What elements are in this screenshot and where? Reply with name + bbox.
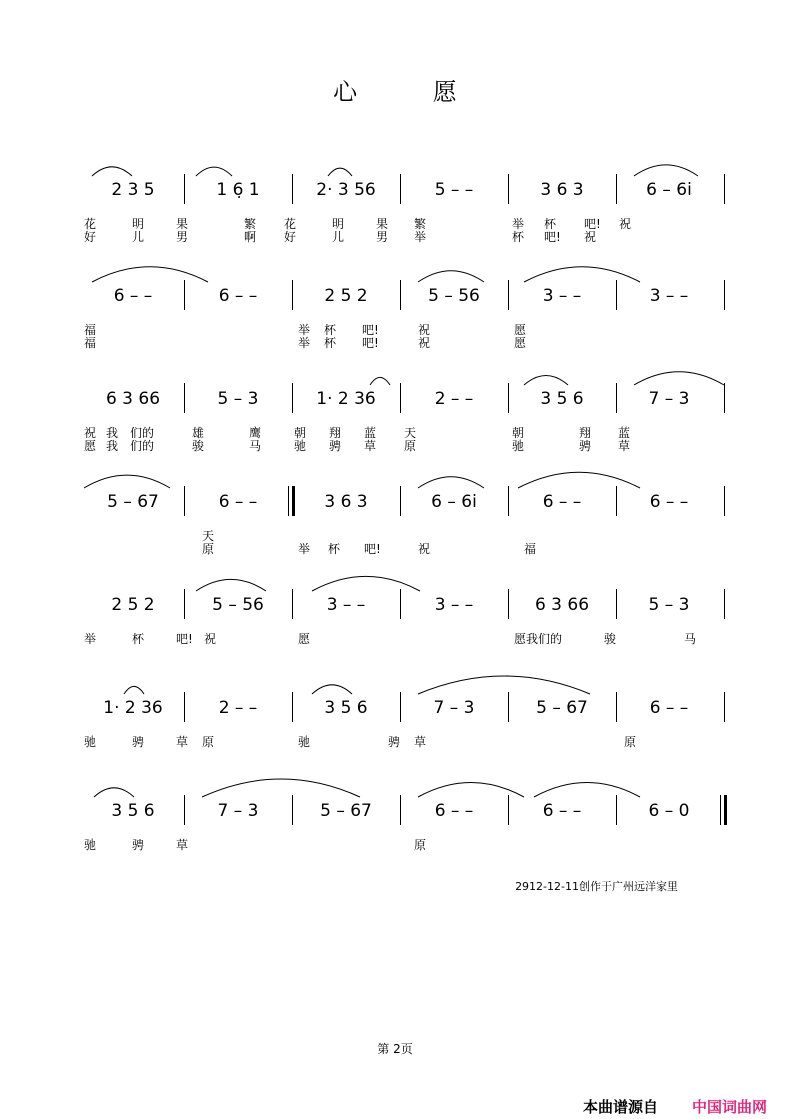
lyric-syllable: 原 [202, 735, 215, 749]
score-line [84, 692, 734, 749]
lyric-syllable: 祝 [84, 426, 97, 440]
measure: 6 – – [218, 492, 258, 512]
measure: 3 – – [542, 286, 582, 306]
lyric-syllable: 吧! [584, 217, 601, 231]
lyric-syllable: 愿 [298, 632, 311, 646]
lyric-syllable: 骋 [132, 735, 145, 749]
measure: 2 – – [434, 389, 474, 409]
measure: 6 – – [434, 801, 474, 821]
slur-arc [524, 375, 568, 385]
lyric-syllable: 愿我们的 [514, 632, 563, 646]
lyric-syllable: 朝 [294, 426, 307, 440]
measure: 3 6 3 [324, 492, 368, 512]
slur-arc [92, 167, 132, 176]
lyric-syllable: 儿 [332, 230, 345, 244]
measure: 5 – 56 [428, 286, 480, 306]
measure: 6 – – [542, 492, 582, 512]
slur-arc [124, 686, 144, 694]
measure: 7 – 3 [433, 698, 475, 718]
slur-arc [370, 377, 390, 385]
lyric-syllable: 翔 [329, 426, 342, 440]
measure: 2· 3 56 [316, 180, 376, 200]
slur-arc [84, 475, 170, 488]
measure: 6 – – [649, 698, 689, 718]
lyric-syllable: 我 [106, 439, 119, 453]
lyric-syllable: 举 [84, 632, 97, 646]
measure: 3 – – [434, 595, 474, 615]
lyric-syllable: 儿 [132, 230, 145, 244]
lyric-syllable: 吧! [362, 323, 379, 337]
measure: 6 – 6i̇ [646, 180, 692, 200]
score-line [84, 383, 734, 453]
lyric-syllable: 祝 [418, 323, 431, 337]
lyric-syllable: 原 [414, 838, 427, 852]
lyric-syllable: 驰 [298, 735, 311, 749]
measure: 7 – 3 [217, 801, 259, 821]
slur-marks [84, 773, 734, 803]
slur-arc [524, 267, 640, 282]
lyric-syllable: 好 [84, 230, 97, 244]
lyric-syllable: 杯 [328, 542, 341, 556]
slur-marks [84, 152, 734, 182]
lyric-syllable: 雄 [192, 426, 205, 440]
lyric-syllable: 举 [298, 323, 311, 337]
lyric-syllable: 福 [524, 542, 537, 556]
measure: 5 – 3 [217, 389, 259, 409]
slur-marks [84, 567, 734, 597]
measure: 2 5 2 [324, 286, 368, 306]
lyric-syllable: 愿 [514, 323, 527, 337]
lyric-syllable: 祝 [418, 336, 431, 350]
measure: 5 – 56 [212, 595, 264, 615]
lyric-syllable: 蓝 [618, 426, 631, 440]
measure: 5 – 67 [320, 801, 372, 821]
lyric-syllable: 草 [176, 838, 189, 852]
lyric-syllable: 朝 [512, 426, 525, 440]
lyric-syllable: 祝 [204, 632, 217, 646]
lyric-syllable: 吧! [176, 632, 193, 646]
lyric-syllable: 繁 [414, 217, 427, 231]
lyric-syllable: 明 [332, 217, 345, 231]
lyric-syllable: 啊 [244, 230, 257, 244]
measure: 7 – 3 [648, 389, 690, 409]
slur-arc [418, 676, 590, 694]
lyric-syllable: 果 [176, 217, 189, 231]
measure: 6 – 6i̇ [431, 492, 477, 512]
lyric-syllable: 福 [84, 336, 97, 350]
lyric-syllable: 杯 [324, 336, 337, 350]
slur-arc [634, 165, 698, 176]
lyric-syllable: 杯 [512, 230, 525, 244]
lyric-syllable: 杯 [324, 323, 337, 337]
lyric-syllable: 鹰 [249, 426, 262, 440]
measure: 2 5 2 [111, 595, 155, 615]
lyric-syllable: 杯 [544, 217, 557, 231]
lyric-syllable: 花 [284, 217, 297, 231]
lyric-syllable: 花 [84, 217, 97, 231]
lyric-syllable: 吧! [544, 230, 561, 244]
lyric-syllable: 祝 [619, 217, 632, 231]
song-title: 心 愿 [333, 78, 491, 106]
lyric-syllable: 骋 [329, 439, 342, 453]
lyric-syllable: 们的 [130, 426, 155, 440]
source-label: 本曲谱源自 [583, 1098, 659, 1116]
lyric-syllable: 好 [284, 230, 297, 244]
lyric-syllable: 举 [512, 217, 525, 231]
lyric-syllable: 愿 [514, 336, 527, 350]
lyric-syllable: 驰 [84, 838, 97, 852]
slur-arc [94, 788, 134, 797]
score-line [84, 795, 734, 852]
measure: 1· 2 36 [103, 698, 163, 718]
score-line [84, 486, 734, 556]
lyric-syllable: 男 [176, 230, 189, 244]
measure: 6 – – [218, 286, 258, 306]
lyric-syllable: 举 [298, 336, 311, 350]
slur-marks [84, 670, 734, 700]
measure: 2 3 5 [111, 180, 155, 200]
lyric-syllable: 我 [106, 426, 119, 440]
lyric-syllable: 明 [132, 217, 145, 231]
lyric-syllable: 翔 [579, 426, 592, 440]
lyric-syllable: 举 [298, 542, 311, 556]
slur-marks [84, 464, 734, 494]
lyric-syllable: 骏 [192, 439, 205, 453]
lyric-syllable: 草 [414, 735, 427, 749]
lyric-syllable: 男 [376, 230, 389, 244]
slur-arc [328, 168, 352, 176]
lyric-syllable: 吧! [364, 542, 381, 556]
lyric-syllable: 举 [414, 230, 427, 244]
lyric-syllable: 草 [618, 439, 631, 453]
score-line [84, 589, 734, 646]
score-line [84, 174, 734, 244]
measure: 3 5 6 [111, 801, 155, 821]
measure: 3 – – [326, 595, 366, 615]
lyric-syllable: 福 [84, 323, 97, 337]
lyric-syllable: 天 [404, 426, 417, 440]
lyric-syllable: 骏 [604, 632, 617, 646]
measure: 6 3 66 [534, 595, 590, 615]
lyric-syllable: 吧! [362, 336, 379, 350]
source-site: 中国词曲网 [692, 1098, 768, 1116]
measure: 5 – 67 [107, 492, 159, 512]
measure: 3 5 6 [540, 389, 584, 409]
composition-note: 2912-12-11创作于广州远洋家里 [515, 880, 678, 893]
measure: 3 – – [649, 286, 689, 306]
lyric-syllable: 祝 [584, 230, 597, 244]
lyric-syllable: 天 [202, 529, 215, 543]
measure: 5 – – [434, 180, 474, 200]
lyric-syllable: 果 [376, 217, 389, 231]
slur-arc [418, 477, 484, 488]
slur-arc [518, 472, 640, 488]
score-line [84, 280, 734, 350]
lyric-syllable: 驰 [84, 735, 97, 749]
slur-arc [202, 779, 360, 797]
lyric-syllable: 原 [202, 542, 215, 556]
lyric-syllable: 马 [249, 439, 262, 453]
lyric-syllable: 杯 [132, 632, 145, 646]
lyric-syllable: 骋 [579, 439, 592, 453]
lyric-syllable: 祝 [418, 542, 431, 556]
lyric-syllable: 马 [684, 632, 697, 646]
slur-arc [312, 685, 352, 694]
page-number: 第 2页 [377, 1042, 413, 1056]
slur-arc [418, 271, 484, 282]
measure: 3 6 3 [540, 180, 584, 200]
measure: 1 6̣ 1 [216, 180, 260, 200]
measure: 5 – 3 [648, 595, 690, 615]
slur-arc [534, 783, 640, 797]
slur-arc [196, 579, 266, 591]
slur-arc [92, 267, 208, 282]
lyric-syllable: 原 [624, 735, 637, 749]
lyric-syllable: 骋 [132, 838, 145, 852]
measure: 6 – 0 [648, 801, 690, 821]
lyric-syllable: 驰 [294, 439, 307, 453]
measure: 6 – – [113, 286, 153, 306]
slur-arc [634, 372, 724, 385]
measure: 3 5 6 [324, 698, 368, 718]
lyric-syllable: 愿 [84, 439, 97, 453]
measure: 1· 2 36 [316, 389, 376, 409]
lyric-syllable: 草 [176, 735, 189, 749]
measure: 2 – – [218, 698, 258, 718]
lyric-syllable: 们的 [130, 439, 155, 453]
slur-arc [196, 167, 232, 176]
slur-arc [418, 783, 524, 797]
measure: 5 – 67 [536, 698, 588, 718]
lyric-syllable: 骋 [388, 735, 401, 749]
lyric-syllable: 原 [404, 439, 417, 453]
slur-arc [312, 576, 420, 591]
lyric-syllable: 繁 [244, 217, 257, 231]
lyric-syllable: 草 [364, 439, 377, 453]
slur-marks [84, 258, 734, 288]
lyric-syllable: 驰 [512, 439, 525, 453]
measure: 6 – – [542, 801, 582, 821]
lyric-syllable: 蓝 [364, 426, 377, 440]
measure: 6 3 66 [105, 389, 161, 409]
measure: 6 – – [649, 492, 689, 512]
slur-marks [84, 361, 734, 391]
